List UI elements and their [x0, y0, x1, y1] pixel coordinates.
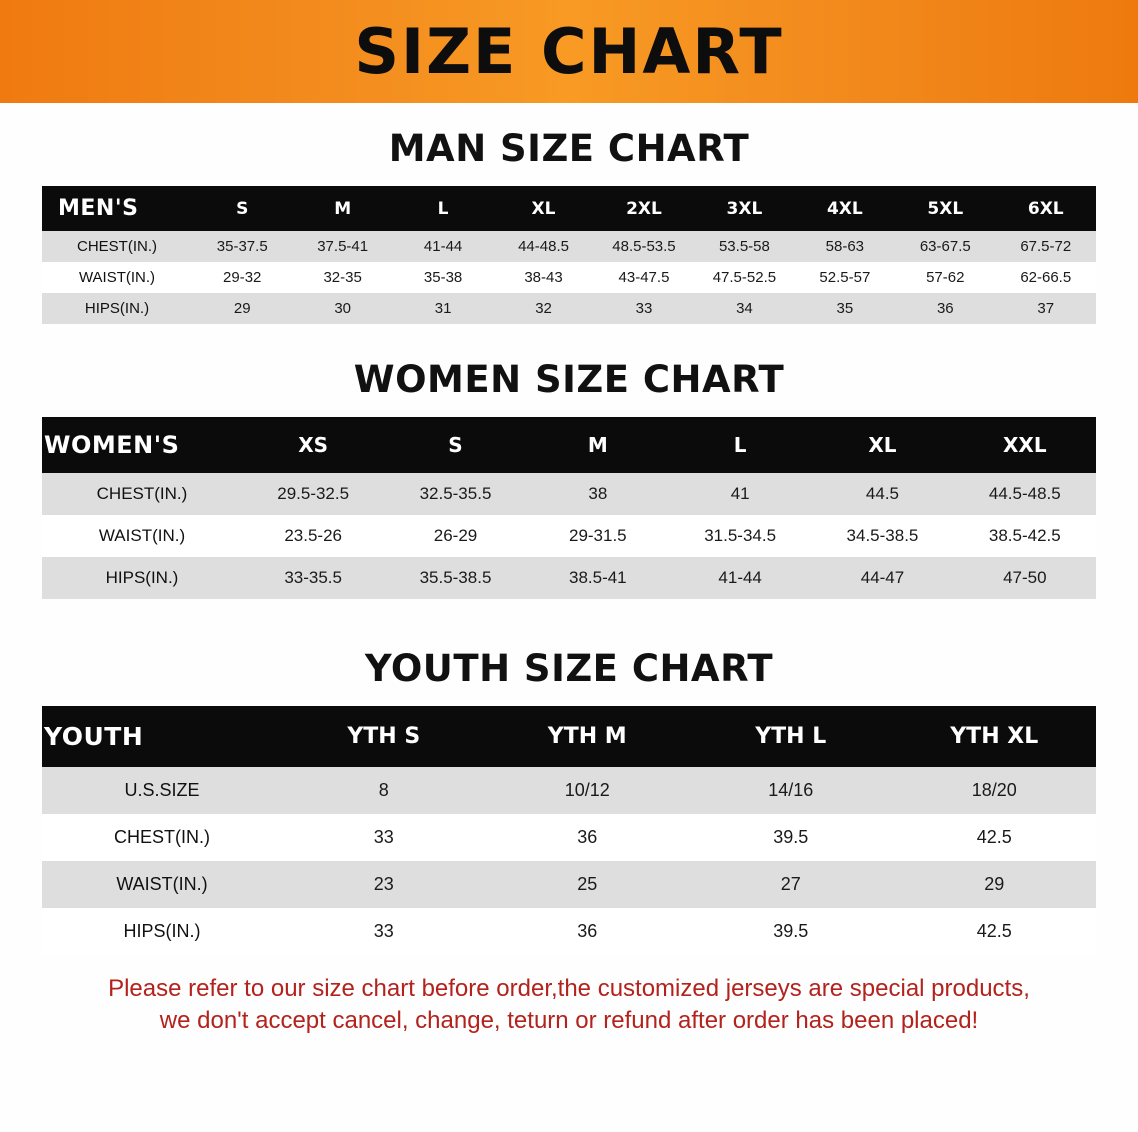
row-label: HIPS(IN.): [42, 557, 242, 599]
table-cell: 44-47: [811, 557, 953, 599]
man-size-chart: [0, 186, 1138, 324]
table-cell: 8: [282, 767, 486, 814]
row-label: CHEST(IN.): [42, 231, 192, 262]
column-header: XL: [493, 186, 593, 231]
table-cell: 35: [795, 293, 895, 324]
column-header: XS: [242, 417, 384, 473]
women-section-title: WOMEN SIZE CHART: [353, 358, 785, 401]
youth-table: [42, 706, 1096, 955]
man-section-title: MAN SIZE CHART: [388, 127, 750, 170]
row-label: U.S.SIZE: [42, 767, 282, 814]
table-cell: 32: [493, 293, 593, 324]
column-header: YTH XL: [893, 706, 1097, 767]
table-cell: 23.5-26: [242, 515, 384, 557]
table-cell: 14/16: [689, 767, 893, 814]
table-cell: 44-48.5: [493, 231, 593, 262]
women-table: [42, 417, 1096, 599]
table-cell: 36: [895, 293, 995, 324]
notice-line-2: we don't accept cancel, change, teturn or refund after order has been placed!: [159, 1006, 979, 1034]
table-cell: 32.5-35.5: [384, 473, 526, 515]
table-cell: 34.5-38.5: [811, 515, 953, 557]
table-cell: 44.5: [811, 473, 953, 515]
table-cell: 26-29: [384, 515, 526, 557]
column-header: WOMEN'S: [42, 417, 242, 473]
column-header: MEN'S: [42, 186, 192, 231]
row-label: HIPS(IN.): [42, 293, 192, 324]
table-cell: 47.5-52.5: [694, 262, 794, 293]
notice-text: [36, 973, 1102, 1036]
row-label: WAIST(IN.): [42, 515, 242, 557]
row-label: HIPS(IN.): [42, 908, 282, 955]
column-header: L: [393, 186, 493, 231]
page-title: SIZE CHART: [354, 15, 784, 88]
table-cell: 29: [192, 293, 292, 324]
table-cell: 31.5-34.5: [669, 515, 811, 557]
column-header: M: [292, 186, 392, 231]
table-cell: 23: [282, 861, 486, 908]
table-header-row: [42, 186, 1096, 231]
youth-section-title: YOUTH SIZE CHART: [364, 647, 774, 690]
table-cell: 36: [486, 908, 690, 955]
men-table: [42, 186, 1096, 324]
table-cell: 48.5-53.5: [594, 231, 694, 262]
table-row: [42, 293, 1096, 324]
column-header: YOUTH: [42, 706, 282, 767]
column-header: YTH L: [689, 706, 893, 767]
table-cell: 41: [669, 473, 811, 515]
row-label: CHEST(IN.): [42, 473, 242, 515]
column-header: 3XL: [694, 186, 794, 231]
table-cell: 29: [893, 861, 1097, 908]
table-cell: 47-50: [954, 557, 1096, 599]
table-cell: 35-37.5: [192, 231, 292, 262]
table-cell: 63-67.5: [895, 231, 995, 262]
notice-line-1: Please refer to our size chart before order,the customized jerseys are special products,: [108, 975, 1030, 1002]
table-cell: 53.5-58: [694, 231, 794, 262]
table-cell: 35-38: [393, 262, 493, 293]
column-header: XL: [811, 417, 953, 473]
table-cell: 10/12: [486, 767, 690, 814]
table-cell: 29-31.5: [527, 515, 669, 557]
table-cell: 38.5-41: [527, 557, 669, 599]
table-cell: 67.5-72: [996, 231, 1097, 262]
table-row: [42, 473, 1096, 515]
banner: [0, 0, 1138, 103]
table-header-row: [42, 706, 1096, 767]
table-cell: 33: [594, 293, 694, 324]
table-row: [42, 515, 1096, 557]
table-cell: 41-44: [393, 231, 493, 262]
table-header-row: [42, 417, 1096, 473]
table-cell: 62-66.5: [996, 262, 1097, 293]
table-cell: 44.5-48.5: [954, 473, 1096, 515]
table-cell: 58-63: [795, 231, 895, 262]
table-cell: 42.5: [893, 814, 1097, 861]
table-row: [42, 908, 1096, 955]
table-cell: 38.5-42.5: [954, 515, 1096, 557]
row-label: WAIST(IN.): [42, 861, 282, 908]
column-header: 4XL: [795, 186, 895, 231]
table-cell: 18/20: [893, 767, 1097, 814]
table-cell: 42.5: [893, 908, 1097, 955]
table-cell: 36: [486, 814, 690, 861]
table-cell: 33: [282, 908, 486, 955]
column-header: S: [384, 417, 526, 473]
table-cell: 29.5-32.5: [242, 473, 384, 515]
table-cell: 29-32: [192, 262, 292, 293]
table-cell: 33: [282, 814, 486, 861]
column-header: 2XL: [594, 186, 694, 231]
table-cell: 37.5-41: [292, 231, 392, 262]
table-row: [42, 767, 1096, 814]
column-header: 6XL: [996, 186, 1097, 231]
column-header: YTH M: [486, 706, 690, 767]
table-cell: 52.5-57: [795, 262, 895, 293]
table-cell: 37: [996, 293, 1097, 324]
table-cell: 57-62: [895, 262, 995, 293]
column-header: M: [527, 417, 669, 473]
youth-size-chart: [0, 706, 1138, 955]
table-cell: 30: [292, 293, 392, 324]
column-header: 5XL: [895, 186, 995, 231]
table-row: [42, 262, 1096, 293]
column-header: L: [669, 417, 811, 473]
table-cell: 38: [527, 473, 669, 515]
table-cell: 35.5-38.5: [384, 557, 526, 599]
column-header: S: [192, 186, 292, 231]
table-cell: 25: [486, 861, 690, 908]
table-cell: 38-43: [493, 262, 593, 293]
table-cell: 41-44: [669, 557, 811, 599]
table-cell: 39.5: [689, 908, 893, 955]
table-cell: 33-35.5: [242, 557, 384, 599]
table-cell: 43-47.5: [594, 262, 694, 293]
column-header: YTH S: [282, 706, 486, 767]
table-cell: 39.5: [689, 814, 893, 861]
table-row: [42, 861, 1096, 908]
women-size-chart: [0, 417, 1138, 599]
row-label: CHEST(IN.): [42, 814, 282, 861]
table-cell: 34: [694, 293, 794, 324]
table-cell: 32-35: [292, 262, 392, 293]
table-row: [42, 814, 1096, 861]
table-row: [42, 557, 1096, 599]
table-cell: 27: [689, 861, 893, 908]
table-row: [42, 231, 1096, 262]
row-label: WAIST(IN.): [42, 262, 192, 293]
column-header: XXL: [954, 417, 1096, 473]
table-cell: 31: [393, 293, 493, 324]
